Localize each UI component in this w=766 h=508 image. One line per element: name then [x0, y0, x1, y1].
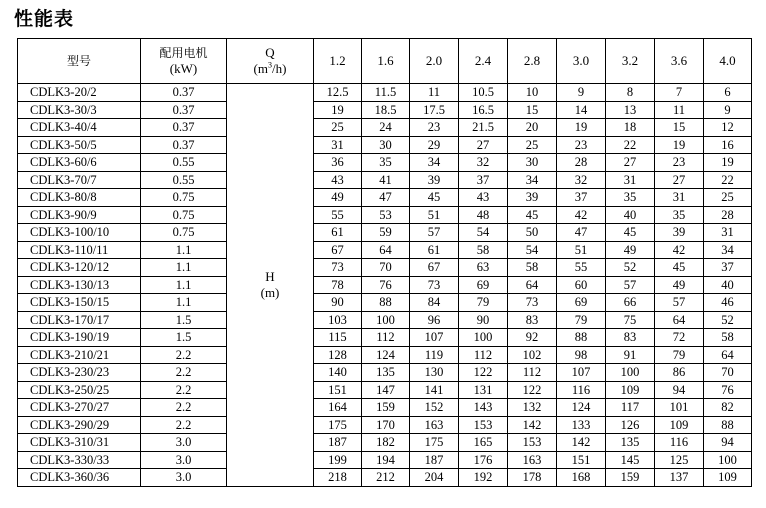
table-row	[18, 171, 752, 189]
head-value-cell: 39	[655, 224, 704, 242]
power-cell: 0.75	[141, 189, 227, 207]
power-cell: 2.2	[141, 416, 227, 434]
head-value-cell: 109	[606, 381, 655, 399]
head-value-cell: 218	[314, 469, 362, 487]
power-cell: 1.5	[141, 311, 227, 329]
table-row	[18, 259, 752, 277]
model-cell: CDLK3-170/17	[18, 311, 141, 329]
flow-value-header: 2.4	[459, 39, 508, 84]
head-value-cell: 115	[314, 329, 362, 347]
head-value-cell: 73	[410, 276, 459, 294]
power-cell: 0.37	[141, 101, 227, 119]
head-value-cell: 40	[704, 276, 752, 294]
head-value-cell: 90	[459, 311, 508, 329]
head-value-cell: 25	[508, 136, 557, 154]
head-value-cell: 79	[557, 311, 606, 329]
model-cell: CDLK3-150/15	[18, 294, 141, 312]
head-value-cell: 119	[410, 346, 459, 364]
head-value-cell: 98	[557, 346, 606, 364]
head-value-cell: 140	[314, 364, 362, 382]
head-value-cell: 164	[314, 399, 362, 417]
head-value-cell: 88	[557, 329, 606, 347]
model-cell: CDLK3-30/3	[18, 101, 141, 119]
head-value-cell: 131	[459, 381, 508, 399]
head-value-cell: 16	[704, 136, 752, 154]
model-cell: CDLK3-290/29	[18, 416, 141, 434]
head-value-cell: 19	[704, 154, 752, 172]
model-cell: CDLK3-210/21	[18, 346, 141, 364]
head-label-cell	[227, 84, 314, 487]
head-value-cell: 152	[410, 399, 459, 417]
head-value-cell: 145	[606, 451, 655, 469]
head-value-cell: 9	[704, 101, 752, 119]
head-value-cell: 35	[362, 154, 410, 172]
head-value-cell: 109	[655, 416, 704, 434]
head-value-cell: 31	[606, 171, 655, 189]
model-cell: CDLK3-70/7	[18, 171, 141, 189]
head-value-cell: 102	[508, 346, 557, 364]
head-value-cell: 59	[362, 224, 410, 242]
table-row	[18, 241, 752, 259]
head-value-cell: 60	[557, 276, 606, 294]
flow-header-unit: $(m^3/h)$	[253, 60, 287, 76]
model-header: 型号	[18, 39, 141, 84]
head-value-cell: 170	[362, 416, 410, 434]
power-cell: 1.1	[141, 276, 227, 294]
performance-table	[17, 38, 752, 487]
head-value-cell: 36	[314, 154, 362, 172]
head-value-cell: 22	[606, 136, 655, 154]
model-cell: CDLK3-110/11	[18, 241, 141, 259]
head-value-cell: 187	[410, 451, 459, 469]
head-value-cell: 47	[362, 189, 410, 207]
head-value-cell: 31	[314, 136, 362, 154]
head-value-cell: 34	[508, 171, 557, 189]
power-cell: 1.1	[141, 241, 227, 259]
table-row	[18, 329, 752, 347]
model-cell: CDLK3-100/10	[18, 224, 141, 242]
head-value-cell: 168	[557, 469, 606, 487]
head-value-cell: 49	[655, 276, 704, 294]
head-value-cell: 100	[362, 311, 410, 329]
table-row	[18, 84, 752, 102]
head-value-cell: 192	[459, 469, 508, 487]
head-value-cell: 15	[655, 119, 704, 137]
table-row	[18, 311, 752, 329]
head-value-cell: 27	[655, 171, 704, 189]
model-cell: CDLK3-270/27	[18, 399, 141, 417]
head-value-cell: 94	[704, 434, 752, 452]
model-cell: CDLK3-50/5	[18, 136, 141, 154]
head-value-cell: 83	[606, 329, 655, 347]
flow-header-symbol: Q	[265, 45, 275, 60]
head-value-cell: 22	[704, 171, 752, 189]
head-value-cell: 30	[362, 136, 410, 154]
head-value-cell: 153	[459, 416, 508, 434]
head-value-cell: 42	[557, 206, 606, 224]
table-row	[18, 189, 752, 207]
head-value-cell: 12.5	[314, 84, 362, 102]
head-value-cell: 112	[459, 346, 508, 364]
head-value-cell: 112	[362, 329, 410, 347]
power-cell: 2.2	[141, 364, 227, 382]
head-value-cell: 175	[314, 416, 362, 434]
model-cell: CDLK3-60/6	[18, 154, 141, 172]
flow-value-header: 3.0	[557, 39, 606, 84]
head-value-cell: 50	[508, 224, 557, 242]
table-row	[18, 101, 752, 119]
head-value-cell: 133	[557, 416, 606, 434]
head-value-cell: 107	[410, 329, 459, 347]
head-value-cell: 75	[606, 311, 655, 329]
head-value-cell: 49	[606, 241, 655, 259]
head-value-cell: 45	[410, 189, 459, 207]
table-row	[18, 399, 752, 417]
head-value-cell: 73	[508, 294, 557, 312]
head-value-cell: 70	[362, 259, 410, 277]
head-value-cell: 11	[655, 101, 704, 119]
head-value-cell: 45	[606, 224, 655, 242]
power-header	[141, 39, 227, 84]
head-value-cell: 21.5	[459, 119, 508, 137]
head-value-cell: 19	[557, 119, 606, 137]
flow-header	[227, 39, 314, 84]
head-value-cell: 163	[508, 451, 557, 469]
head-value-cell: 100	[606, 364, 655, 382]
head-value-cell: 117	[606, 399, 655, 417]
power-cell: 0.75	[141, 224, 227, 242]
power-cell: 2.2	[141, 381, 227, 399]
head-value-cell: 91	[606, 346, 655, 364]
head-value-cell: 55	[314, 206, 362, 224]
table-row	[18, 294, 752, 312]
head-label-unit: (m)	[260, 284, 280, 300]
power-cell: 3.0	[141, 469, 227, 487]
head-value-cell: 124	[557, 399, 606, 417]
head-value-cell: 94	[655, 381, 704, 399]
head-value-cell: 11	[410, 84, 459, 102]
head-value-cell: 64	[655, 311, 704, 329]
head-value-cell: 67	[410, 259, 459, 277]
head-value-cell: 61	[410, 241, 459, 259]
power-cell: 0.37	[141, 119, 227, 137]
table-row	[18, 346, 752, 364]
head-value-cell: 64	[508, 276, 557, 294]
head-value-cell: 125	[655, 451, 704, 469]
head-value-cell: 34	[704, 241, 752, 259]
head-value-cell: 76	[362, 276, 410, 294]
head-value-cell: 55	[557, 259, 606, 277]
head-value-cell: 88	[362, 294, 410, 312]
power-cell: 0.75	[141, 206, 227, 224]
head-value-cell: 23	[557, 136, 606, 154]
head-value-cell: 35	[606, 189, 655, 207]
head-value-cell: 163	[410, 416, 459, 434]
head-value-cell: 151	[557, 451, 606, 469]
head-value-cell: 86	[655, 364, 704, 382]
power-cell: 0.55	[141, 171, 227, 189]
head-value-cell: 7	[655, 84, 704, 102]
head-value-cell: 42	[655, 241, 704, 259]
head-value-cell: 9	[557, 84, 606, 102]
head-value-cell: 79	[459, 294, 508, 312]
power-header-unit: (kW)	[169, 61, 198, 76]
head-value-cell: 116	[557, 381, 606, 399]
model-cell: CDLK3-330/33	[18, 451, 141, 469]
head-value-cell: 61	[314, 224, 362, 242]
table-row	[18, 154, 752, 172]
table-row	[18, 416, 752, 434]
head-value-cell: 32	[557, 171, 606, 189]
head-value-cell: 135	[362, 364, 410, 382]
head-value-cell: 43	[459, 189, 508, 207]
model-cell: CDLK3-250/25	[18, 381, 141, 399]
head-value-cell: 37	[704, 259, 752, 277]
table-row	[18, 206, 752, 224]
head-value-cell: 11.5	[362, 84, 410, 102]
table-row	[18, 136, 752, 154]
head-value-cell: 13	[606, 101, 655, 119]
head-value-cell: 141	[410, 381, 459, 399]
head-value-cell: 132	[508, 399, 557, 417]
power-cell: 2.2	[141, 346, 227, 364]
model-cell: CDLK3-130/13	[18, 276, 141, 294]
head-value-cell: 39	[508, 189, 557, 207]
head-value-cell: 175	[410, 434, 459, 452]
head-value-cell: 19	[314, 101, 362, 119]
head-value-cell: 66	[606, 294, 655, 312]
power-cell: 1.1	[141, 294, 227, 312]
head-value-cell: 57	[655, 294, 704, 312]
head-value-cell: 137	[655, 469, 704, 487]
head-value-cell: 135	[606, 434, 655, 452]
head-value-cell: 109	[704, 469, 752, 487]
head-value-cell: 64	[704, 346, 752, 364]
head-value-cell: 142	[557, 434, 606, 452]
head-value-cell: 79	[655, 346, 704, 364]
head-value-cell: 112	[508, 364, 557, 382]
head-value-cell: 27	[459, 136, 508, 154]
head-value-cell: 194	[362, 451, 410, 469]
head-value-cell: 204	[410, 469, 459, 487]
model-cell: CDLK3-40/4	[18, 119, 141, 137]
head-value-cell: 159	[362, 399, 410, 417]
table-row	[18, 434, 752, 452]
head-value-cell: 51	[410, 206, 459, 224]
power-cell: 2.2	[141, 399, 227, 417]
head-value-cell: 52	[704, 311, 752, 329]
head-value-cell: 10.5	[459, 84, 508, 102]
header-row	[18, 39, 752, 84]
head-value-cell: 16.5	[459, 101, 508, 119]
head-value-cell: 122	[459, 364, 508, 382]
head-value-cell: 69	[459, 276, 508, 294]
model-cell: CDLK3-20/2	[18, 84, 141, 102]
flow-value-header: 3.2	[606, 39, 655, 84]
power-cell: 1.5	[141, 329, 227, 347]
table-row	[18, 276, 752, 294]
head-value-cell: 6	[704, 84, 752, 102]
power-cell: 0.55	[141, 154, 227, 172]
head-value-cell: 124	[362, 346, 410, 364]
head-value-cell: 130	[410, 364, 459, 382]
power-cell: 3.0	[141, 451, 227, 469]
head-value-cell: 122	[508, 381, 557, 399]
flow-value-header: 3.6	[655, 39, 704, 84]
head-value-cell: 30	[508, 154, 557, 172]
head-value-cell: 25	[704, 189, 752, 207]
head-value-cell: 28	[704, 206, 752, 224]
head-value-cell: 37	[557, 189, 606, 207]
head-value-cell: 176	[459, 451, 508, 469]
head-value-cell: 31	[655, 189, 704, 207]
head-value-cell: 32	[459, 154, 508, 172]
head-value-cell: 57	[410, 224, 459, 242]
head-value-cell: 107	[557, 364, 606, 382]
head-value-cell: 15	[508, 101, 557, 119]
head-value-cell: 126	[606, 416, 655, 434]
head-value-cell: 212	[362, 469, 410, 487]
head-value-cell: 92	[508, 329, 557, 347]
head-value-cell: 34	[410, 154, 459, 172]
head-value-cell: 165	[459, 434, 508, 452]
head-value-cell: 18	[606, 119, 655, 137]
head-value-cell: 187	[314, 434, 362, 452]
table-row	[18, 119, 752, 137]
head-value-cell: 159	[606, 469, 655, 487]
head-value-cell: 58	[508, 259, 557, 277]
head-value-cell: 84	[410, 294, 459, 312]
head-value-cell: 12	[704, 119, 752, 137]
flow-value-header: 2.8	[508, 39, 557, 84]
flow-value-header: 2.0	[410, 39, 459, 84]
head-value-cell: 78	[314, 276, 362, 294]
model-cell: CDLK3-360/36	[18, 469, 141, 487]
head-value-cell: 18.5	[362, 101, 410, 119]
head-value-cell: 17.5	[410, 101, 459, 119]
head-value-cell: 100	[704, 451, 752, 469]
head-value-cell: 83	[508, 311, 557, 329]
table-row	[18, 381, 752, 399]
head-value-cell: 47	[557, 224, 606, 242]
model-cell: CDLK3-190/19	[18, 329, 141, 347]
head-value-cell: 100	[459, 329, 508, 347]
head-value-cell: 52	[606, 259, 655, 277]
table-row	[18, 451, 752, 469]
head-value-cell: 43	[314, 171, 362, 189]
power-cell: 3.0	[141, 434, 227, 452]
head-value-cell: 58	[459, 241, 508, 259]
model-cell: CDLK3-230/23	[18, 364, 141, 382]
head-value-cell: 58	[704, 329, 752, 347]
head-value-cell: 178	[508, 469, 557, 487]
page-title: 性能表	[14, 8, 75, 30]
head-value-cell: 14	[557, 101, 606, 119]
head-value-cell: 67	[314, 241, 362, 259]
head-value-cell: 143	[459, 399, 508, 417]
power-header-label: 配用电机	[159, 46, 208, 60]
head-value-cell: 73	[314, 259, 362, 277]
table-row	[18, 224, 752, 242]
head-value-cell: 103	[314, 311, 362, 329]
flow-value-header: 1.2	[314, 39, 362, 84]
model-cell: CDLK3-310/31	[18, 434, 141, 452]
head-value-cell: 76	[704, 381, 752, 399]
head-value-cell: 82	[704, 399, 752, 417]
model-cell: CDLK3-120/12	[18, 259, 141, 277]
head-value-cell: 63	[459, 259, 508, 277]
head-value-cell: 199	[314, 451, 362, 469]
head-value-cell: 57	[606, 276, 655, 294]
head-value-cell: 24	[362, 119, 410, 137]
head-value-cell: 49	[314, 189, 362, 207]
flow-value-header: 1.6	[362, 39, 410, 84]
head-value-cell: 72	[655, 329, 704, 347]
head-value-cell: 29	[410, 136, 459, 154]
flow-value-header: 4.0	[704, 39, 752, 84]
head-value-cell: 37	[459, 171, 508, 189]
head-value-cell: 53	[362, 206, 410, 224]
head-value-cell: 147	[362, 381, 410, 399]
table-row	[18, 364, 752, 382]
head-value-cell: 28	[557, 154, 606, 172]
head-value-cell: 20	[508, 119, 557, 137]
head-value-cell: 23	[655, 154, 704, 172]
head-value-cell: 153	[508, 434, 557, 452]
head-value-cell: 46	[704, 294, 752, 312]
head-value-cell: 10	[508, 84, 557, 102]
head-value-cell: 51	[557, 241, 606, 259]
head-label-symbol: H	[265, 268, 275, 284]
head-value-cell: 19	[655, 136, 704, 154]
model-cell: CDLK3-90/9	[18, 206, 141, 224]
head-value-cell: 25	[314, 119, 362, 137]
head-value-cell: 151	[314, 381, 362, 399]
head-value-cell: 23	[410, 119, 459, 137]
table-row	[18, 469, 752, 487]
head-value-cell: 48	[459, 206, 508, 224]
head-value-cell: 27	[606, 154, 655, 172]
model-cell: CDLK3-80/8	[18, 189, 141, 207]
head-value-cell: 39	[410, 171, 459, 189]
head-value-cell: 8	[606, 84, 655, 102]
head-value-cell: 88	[704, 416, 752, 434]
head-value-cell: 41	[362, 171, 410, 189]
head-value-cell: 64	[362, 241, 410, 259]
head-value-cell: 90	[314, 294, 362, 312]
head-value-cell: 70	[704, 364, 752, 382]
head-value-cell: 45	[508, 206, 557, 224]
head-value-cell: 54	[508, 241, 557, 259]
head-value-cell: 54	[459, 224, 508, 242]
head-value-cell: 45	[655, 259, 704, 277]
power-cell: 0.37	[141, 84, 227, 102]
head-value-cell: 31	[704, 224, 752, 242]
head-value-cell: 101	[655, 399, 704, 417]
power-cell: 0.37	[141, 136, 227, 154]
head-value-cell: 128	[314, 346, 362, 364]
head-value-cell: 116	[655, 434, 704, 452]
head-value-cell: 35	[655, 206, 704, 224]
head-value-cell: 40	[606, 206, 655, 224]
head-value-cell: 96	[410, 311, 459, 329]
head-value-cell: 182	[362, 434, 410, 452]
head-value-cell: 69	[557, 294, 606, 312]
head-value-cell: 142	[508, 416, 557, 434]
power-cell: 1.1	[141, 259, 227, 277]
